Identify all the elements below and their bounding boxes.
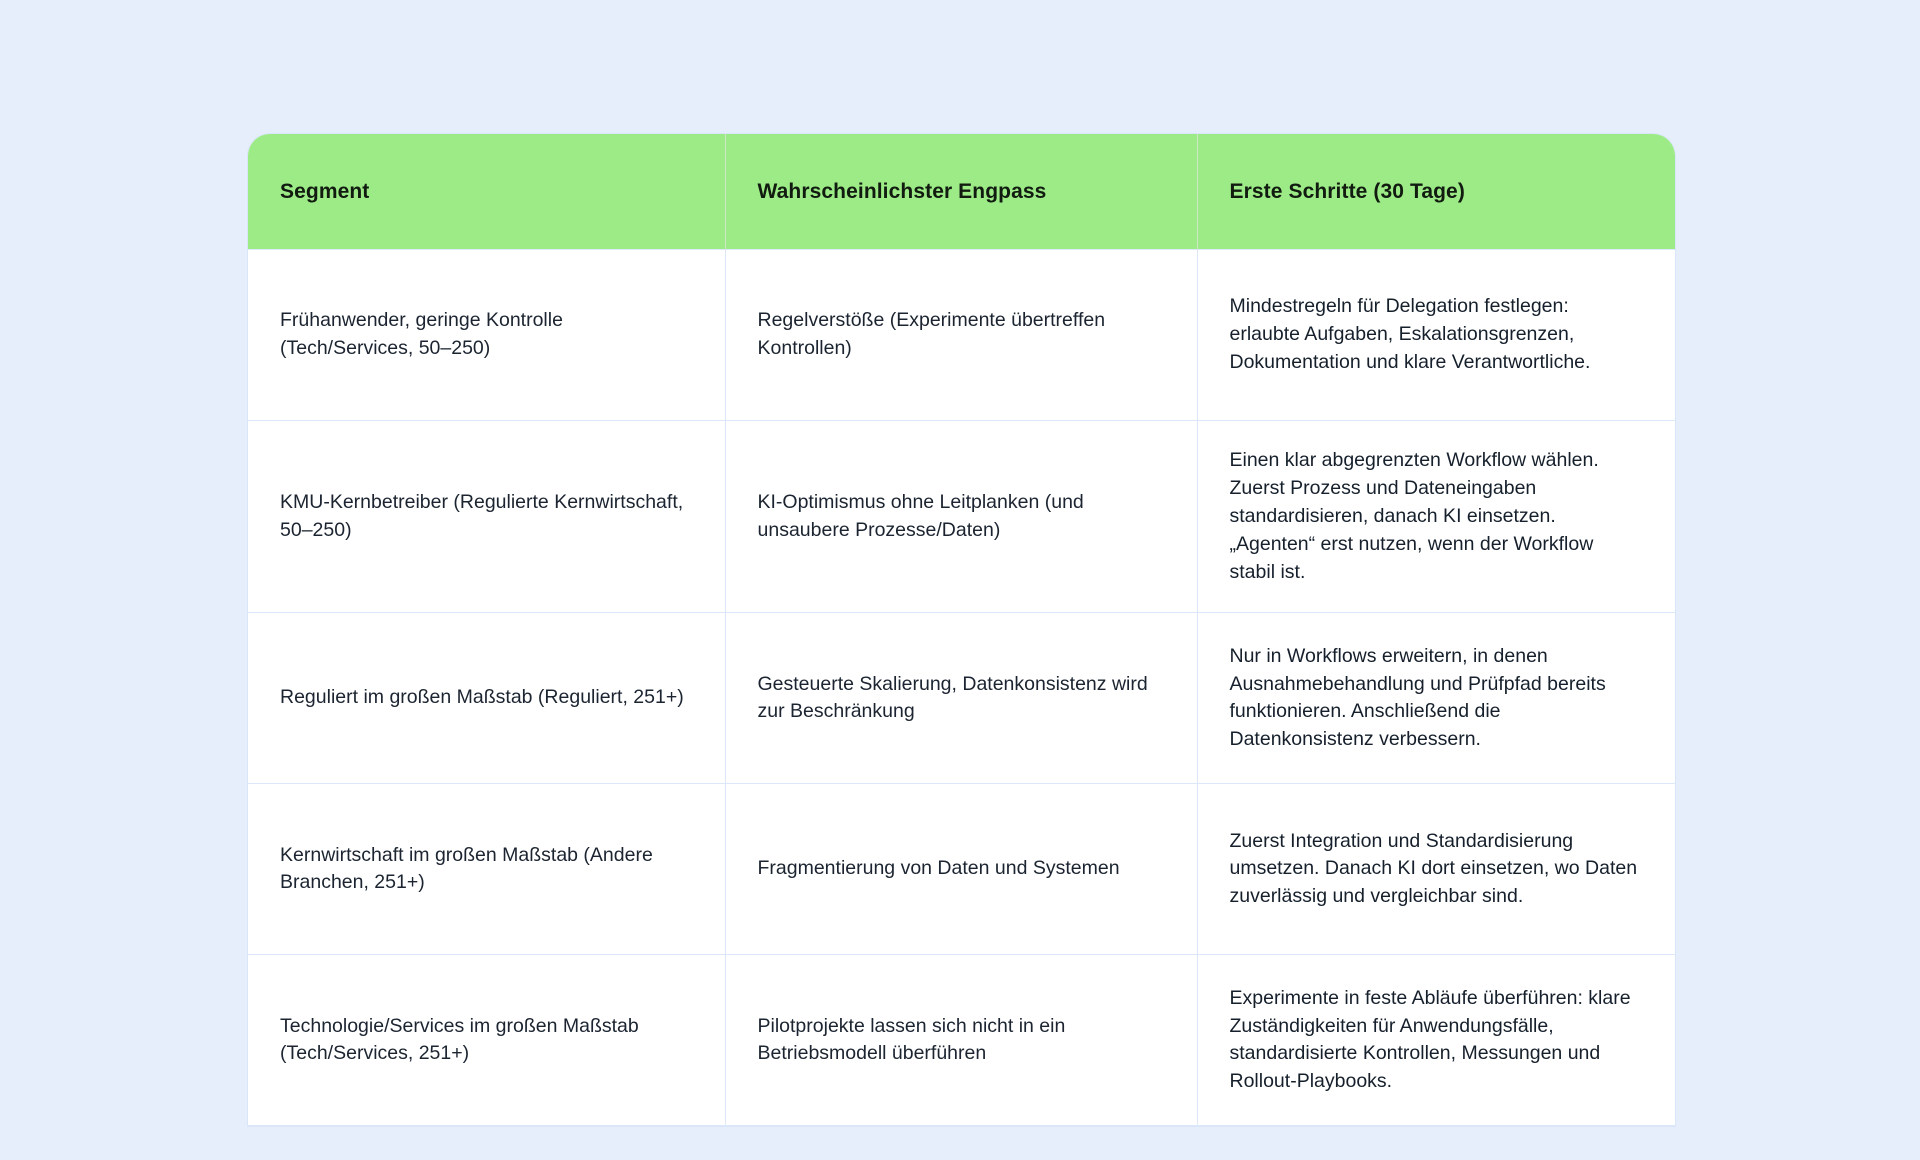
table-row [248, 955, 1675, 1126]
cell-segment [248, 421, 725, 613]
cell-bottleneck [725, 955, 1197, 1126]
cell-text: Fragmentierung von Daten und Systemen [757, 857, 1120, 880]
cell-segment [248, 250, 725, 421]
cell-steps [1197, 784, 1675, 955]
table-row [248, 421, 1675, 613]
cell-text: Mindestregeln für Delegation festlegen: erlaubte Aufgaben, Eskalationsgrenzen, Dokumentation und klare Verantwortliche. [1229, 295, 1591, 373]
column-header-segment: Segment [248, 134, 725, 250]
header-row [248, 134, 1675, 250]
cell-text: Reguliert im großen Maßstab (Reguliert, 251+) [280, 686, 684, 709]
cell-text: KI-Optimismus ohne Leitplanken (und unsaubere Prozesse/Daten) [757, 490, 1084, 541]
table-row [248, 250, 1675, 421]
cell-text: Pilotprojekte lassen sich nicht in ein Betriebsmodell überführen [757, 1014, 1066, 1065]
cell-text: KMU-Kernbetreiber (Regulierte Kernwirtschaft, 50–250) [280, 490, 684, 541]
cell-text: Technologie/Services im großen Maßstab (Tech/Services, 251+) [280, 1014, 639, 1065]
column-header-bottleneck: Wahrscheinlichster Engpass [725, 134, 1197, 250]
column-header-steps: Erste Schritte (30 Tage) [1197, 134, 1675, 250]
cell-bottleneck [725, 421, 1197, 613]
cell-text: Kernwirtschaft im großen Maßstab (Andere Branchen, 251+) [280, 843, 653, 894]
cell-text: Zuerst Integration und Standardisierung umsetzen. Danach KI dort einsetzen, wo Daten zuverlässig und vergleichbar sind. [1229, 829, 1638, 908]
cell-text: Regelverstöße (Experimente übertreffen Kontrollen) [757, 309, 1106, 359]
segment-matrix-table [248, 134, 1675, 1126]
segment-table-container [248, 134, 1675, 1126]
cell-text: Nur in Workflows erweitern, in denen Ausnahmebehandlung und Prüfpfad bereits funktionieren. Anschließend die Datenkonsistenz verbessern. [1229, 644, 1606, 751]
cell-text: Frühanwender, geringe Kontrolle (Tech/Services, 50–250) [280, 309, 563, 359]
table-row [248, 613, 1675, 784]
cell-text: Gesteuerte Skalierung, Datenkonsistenz wird zur Beschränkung [757, 672, 1148, 723]
table-row [248, 784, 1675, 955]
cell-steps [1197, 250, 1675, 421]
table-body [248, 250, 1675, 1126]
cell-bottleneck [725, 613, 1197, 784]
cell-steps [1197, 613, 1675, 784]
cell-text: Experimente in feste Abläufe überführen: klare Zuständigkeiten für Anwendungsfälle, standardisierte Kontrollen, Messungen und Rollout-Playbooks. [1229, 986, 1631, 1093]
table-header [248, 134, 1675, 250]
cell-steps [1197, 421, 1675, 613]
cell-steps [1197, 955, 1675, 1126]
cell-segment [248, 784, 725, 955]
cell-bottleneck [725, 784, 1197, 955]
cell-segment [248, 613, 725, 784]
cell-bottleneck [725, 250, 1197, 421]
cell-text: Einen klar abgegrenzten Workflow wählen. Zuerst Prozess und Dateneingaben standardisieren, danach KI einsetzen. „Agenten“ erst nutzen, wenn der Workflow stabil ist. [1229, 449, 1599, 583]
cell-segment [248, 955, 725, 1126]
